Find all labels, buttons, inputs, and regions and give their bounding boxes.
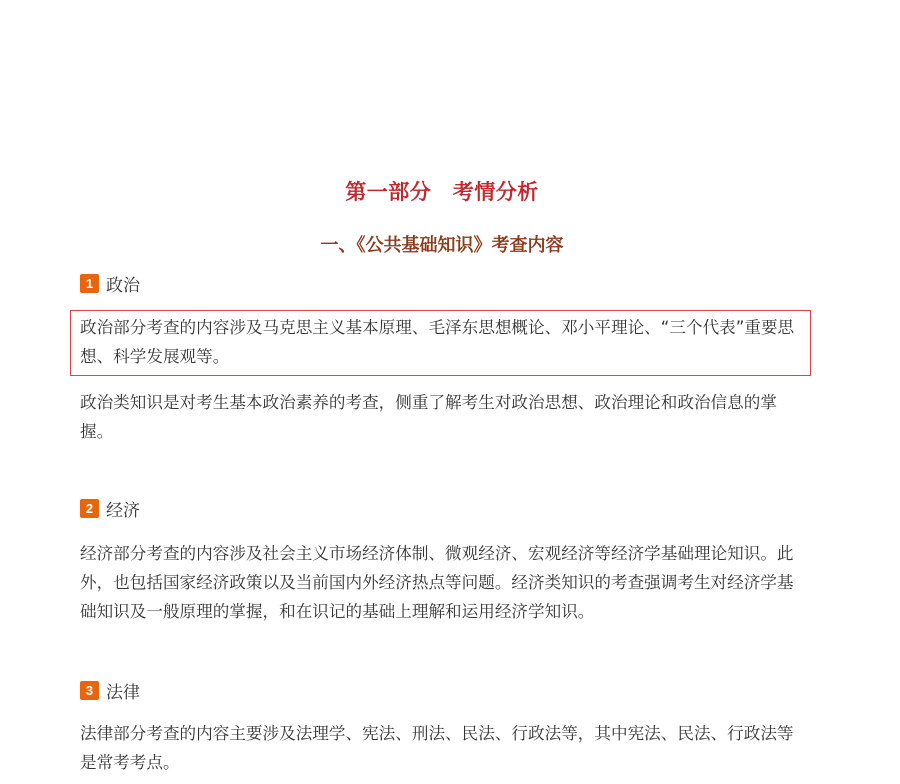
topic-heading-law bbox=[80, 679, 140, 701]
topic-heading-economics bbox=[80, 497, 140, 519]
paragraph-economics-content: 经济部分考查的内容涉及社会主义市场经济体制、微观经济、宏观经济等经济学基础理论知识。此外，也包括国家经济政策以及当前国内外经济热点等问题。经济类知识的考查强调考生对经济学基础知识及一般原理的掌握，和在识记的基础上理解和运用经济学知识。 bbox=[80, 544, 794, 621]
paragraph-law-content: 法律部分考查的内容主要涉及法理学、宪法、刑法、民法、行政法等，其中宪法、民法、行政法等是常考考点。 bbox=[80, 724, 794, 772]
topic-label: 经济 bbox=[106, 500, 140, 521]
topic-number-badge: 1 bbox=[80, 274, 99, 293]
topic-heading-politics bbox=[80, 272, 140, 294]
topic-number-badge: 3 bbox=[80, 681, 99, 700]
paragraph-politics-focus: 政治类知识是对考生基本政治素养的考查，侧重了解考生对政治思想、政治理论和政治信息的掌握。 bbox=[80, 393, 777, 441]
topic-label: 法律 bbox=[106, 682, 140, 703]
section-title: 一、《公共基础知识》考查内容 bbox=[320, 235, 564, 256]
part-title: 第一部分 考情分析 bbox=[345, 180, 539, 204]
topic-number-badge: 2 bbox=[80, 499, 99, 518]
topic-label: 政治 bbox=[106, 275, 140, 296]
paragraph-politics-content: 政治部分考查的内容涉及马克思主义基本原理、毛泽东思想概论、邓小平理论、“三个代表”重要思想、科学发展观等。 bbox=[80, 318, 795, 366]
